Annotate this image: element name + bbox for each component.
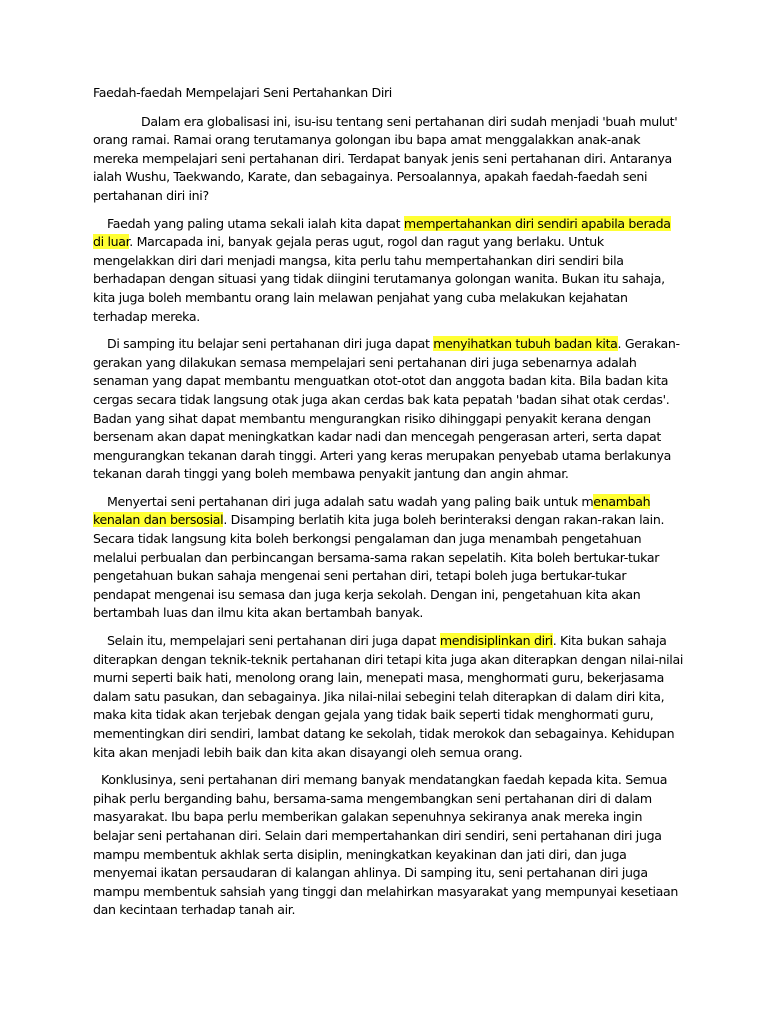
paragraph-intro [93, 113, 683, 206]
highlighted-phrase: enambah kenalan dan bersosial [93, 493, 651, 528]
paragraph-conclusion [93, 771, 683, 920]
paragraph-text: Selain itu, mempelajari seni pertahanan diri juga dapat [107, 633, 440, 649]
paragraph-self-defense [93, 215, 683, 327]
paragraph-health [93, 335, 683, 484]
paragraph-text: . Marcapada ini, banyak gejala peras ugut, rogol dan ragut yang berlaku. Untuk mengelakkan diri dari menjadi mangsa, kita perlu tahu mempertahankan diri sendiri bila berhadapan dengan situasi yang tidak diingini terutamanya golongan wanita. Bukan itu sahaja, kita juga boleh membantu orang lain melawan penjahat yang cuba melakukan kejahatan terhadap mereka. [93, 234, 665, 324]
highlighted-phrase: menyihatkan tubuh badan kita [433, 336, 618, 352]
document-page [93, 84, 683, 929]
paragraph-text: . Disamping berlatih kita juga boleh berinteraksi dengan rakan-rakan lain. Secara tidak langsung kita boleh berkongsi pengalaman dan juga menambah pengetahuan melalui perbualan dan perbincangan bersama-sama rakan sepelatih. Kita boleh bertukar-tukar pengetahuan bukan sahaja mengenai seni pertahan diri, tetapi boleh juga bertukar-tukar pendapat mengenai isu semasa dan juga kerja sekolah. Dengan ini, pengetahuan kita akan bertambah luas dan ilmu kita akan bertambah banyak. [93, 512, 665, 621]
paragraph-text: Di samping itu belajar seni pertahanan diri juga dapat [107, 336, 434, 352]
highlighted-phrase: mendisiplinkan diri [439, 633, 553, 649]
document-title: Faedah-faedah Mempelajari Seni Pertahankan Diri [93, 85, 392, 100]
highlighted-phrase: mempertahankan diri sendiri apabila berada di luar [93, 215, 671, 250]
paragraph-social [93, 493, 683, 623]
paragraph-text: Menyertai seni pertahanan diri juga adalah satu wadah yang paling baik untuk m [107, 493, 594, 509]
paragraph-text: . Kita bukan sahaja diterapkan dengan teknik-teknik pertahanan diri tetapi kita juga akan diterapkan dengan nilai-nilai murni seperti baik hati, menolong orang lain, menepati masa, menghormati guru, bekerjasama dalam satu pasukan, dan sebagainya. Jika nilai-nilai sebegini telah diterapkan di dalam diri kita, maka kita tidak akan terjebak dengan gejala yang tidak baik seperti tidak menghormati guru, mementingkan diri sendiri, lambat datang ke sekolah, tidak merokok dan sebagainya. Kehidupan kita akan menjadi lebih baik dan kita akan disayangi oleh semua orang. [93, 633, 683, 760]
paragraph-text: Faedah yang paling utama sekali ialah kita dapat [107, 215, 404, 231]
paragraph-text: Dalam era globalisasi ini, isu-isu tentang seni pertahanan diri sudah menjadi 'buah mulut' orang ramai. Ramai orang terutamanya golongan ibu bapa amat menggalakkan anak-anak mereka mempelajari seni pertahanan diri. Terdapat banyak jenis seni pertahanan diri. Antaranya ialah Wushu, Taekwando, Karate, dan sebagainya. Persoalannya, apakah faedah-faedah seni pertahanan diri ini? [93, 113, 678, 203]
paragraph-text: Konklusinya, seni pertahanan diri memang banyak mendatangkan faedah kepada kita. Semua pihak perlu berganding bahu, bersama-sama mengembangkan seni pertahanan diri di dalam masyarakat. Ibu bapa perlu memberikan galakan sepenuhnya sekiranya anak mereka ingin belajar seni pertahanan diri. Selain dari mempertahankan diri sendiri, seni pertahanan diri juga mampu membentuk akhlak serta disiplin, meningkatkan keyakinan dan jati diri, dan juga menyemai ikatan persaudaran di kalangan ahlinya. Di samping itu, seni pertahanan diri juga mampu membentuk sahsiah yang tinggi dan melahirkan masyarakat yang mempunyai kesetiaan dan kecintaan terhadap tanah air. [93, 772, 678, 918]
paragraph-discipline [93, 632, 683, 762]
paragraph-text: . Gerakan-gerakan yang dilakukan semasa mempelajari seni pertahanan diri juga sebenarnya adalah senaman yang dapat membantu menguatkan otot-otot dan anggota badan kita. Bila badan kita cergas secara tidak langsung otak juga akan cerdas bak kata pepatah 'badan sihat otak cerdas'. Badan yang sihat dapat membantu mengurangkan risiko dihinggapi penyakit kerana dengan bersenam akan dapat meningkatkan kadar nadi dan mencegah pengerasan arteri, serta dapat mengurangkan tekanan darah tinggi. Arteri yang keras merupakan penyebab utama berlakunya tekanan darah tinggi yang boleh membawa penyakit jantung dan angin ahmar. [93, 336, 680, 482]
